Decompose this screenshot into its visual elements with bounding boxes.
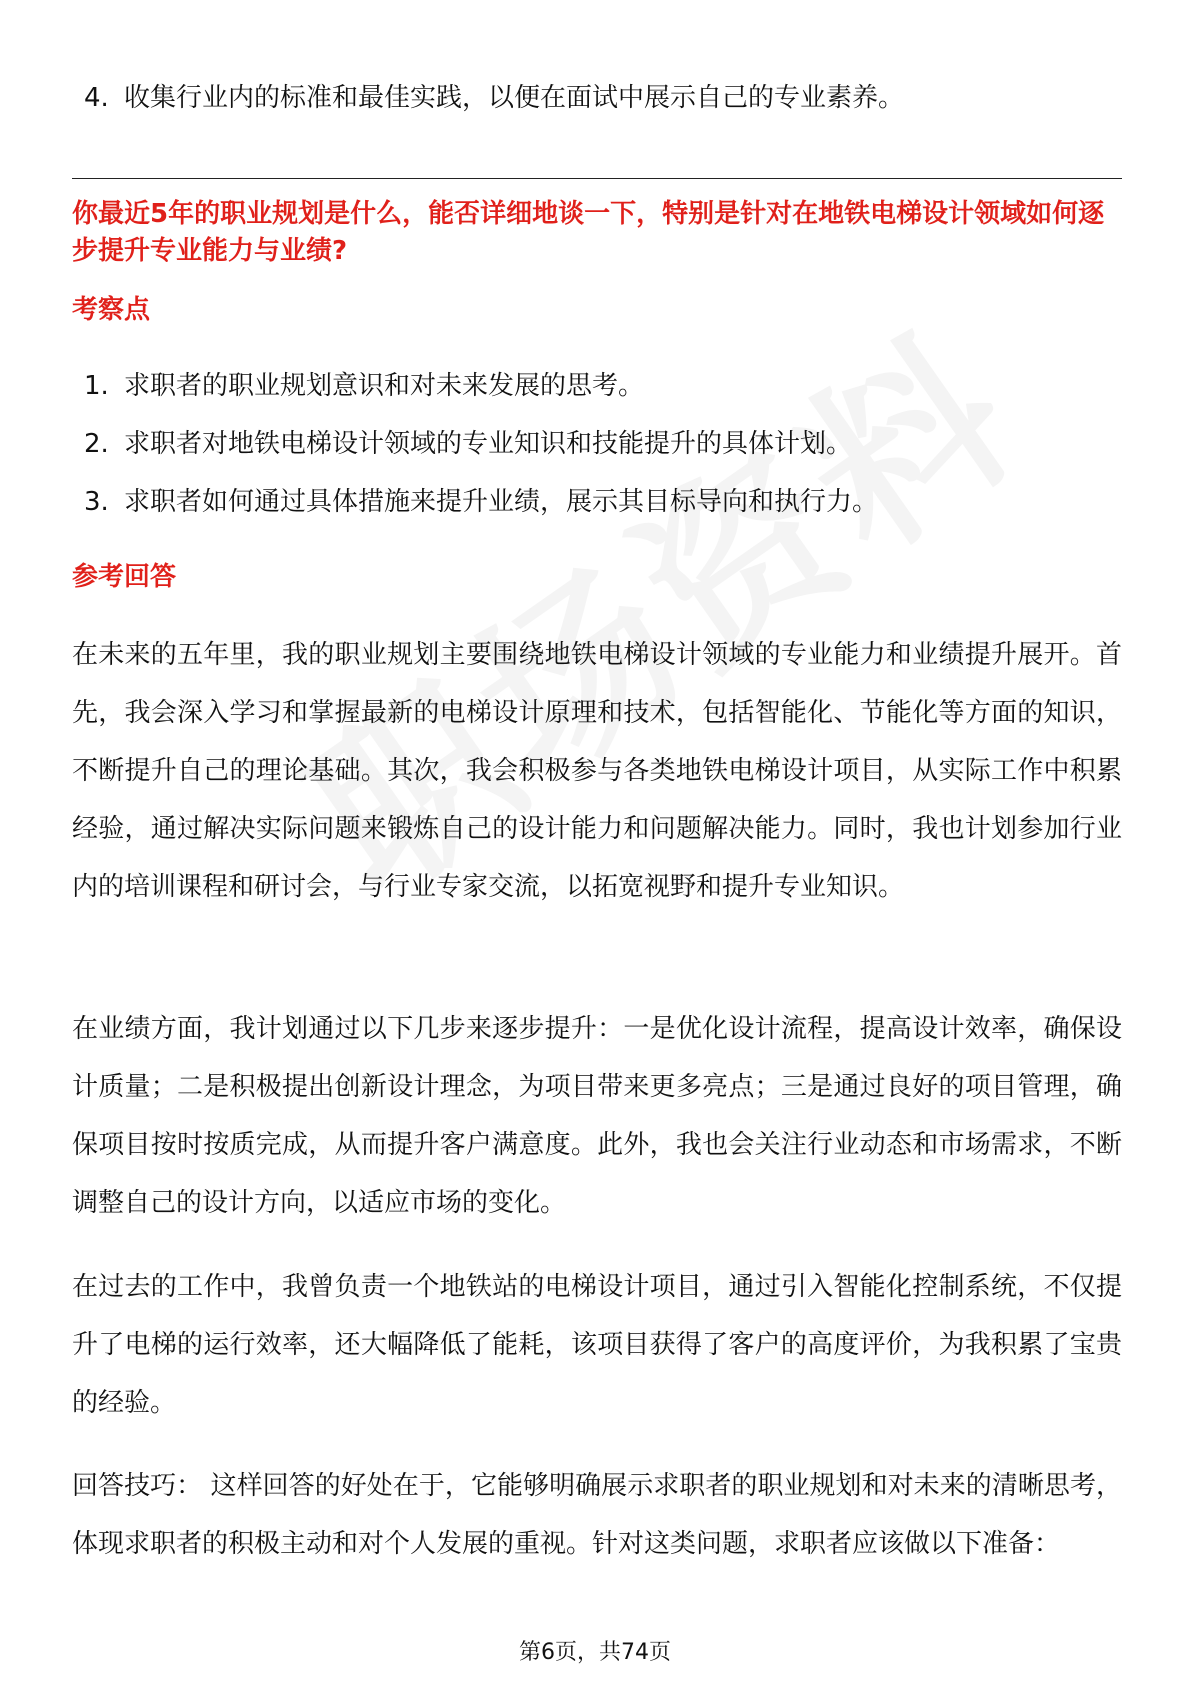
tips-paragraph: 回答技巧： 这样回答的好处在于，它能够明确展示求职者的职业规划和对未来的清晰思考，体现求职者的积极主动和对个人发展的重视。针对这类问题，求职者应该做以下准备： <box>72 1471 1122 1559</box>
points-list <box>84 366 878 540</box>
question-heading: 你最近5年的职业规划是什么，能否详细地谈一下，特别是针对在地铁电梯设计领域如何逐步提升专业能力与业绩? <box>72 199 1105 266</box>
list-item-text: 求职者对地铁电梯设计领域的专业知识和技能提升的具体计划。 <box>124 429 853 459</box>
answer-paragraph: 在过去的工作中，我曾负责一个地铁站的电梯设计项目，通过引入智能化控制系统，不仅提升了电梯的运行效率，还大幅降低了能耗，该项目获得了客户的高度评价，为我积累了宝贵的经验。 <box>72 1272 1122 1418</box>
section-divider <box>72 178 1122 179</box>
list-item <box>84 78 904 118</box>
answer-paragraph: 在未来的五年里，我的职业规划主要围绕地铁电梯设计领域的专业能力和业绩提升展开。首先，我会深入学习和掌握最新的电梯设计原理和技术，包括智能化、节能化等方面的知识，不断提升自己的理论基础。其次，我会积极参与各类地铁电梯设计项目，从实际工作中积累经验，通过解决实际问题来锻炼自己的设计能力和问题解决能力。同时，我也计划参加行业内的培训课程和研讨会，与行业专家交流，以拓宽视野和提升专业知识。 <box>72 640 1122 902</box>
list-item-number: 2. <box>84 429 109 459</box>
list-item <box>84 424 878 482</box>
section-label-points: 考察点 <box>72 295 151 325</box>
list-item <box>84 482 878 540</box>
list-item-number: 1. <box>84 371 109 401</box>
page-number-footer: 第6页，共74页 <box>519 1640 671 1665</box>
list-item-number: 4. <box>84 83 109 113</box>
section-label-answer: 参考回答 <box>72 562 177 592</box>
list-item-text: 收集行业内的标准和最佳实践，以便在面试中展示自己的专业素养。 <box>124 83 905 113</box>
list-item <box>84 366 878 424</box>
list-item-text: 求职者如何通过具体措施来提升业绩，展示其目标导向和执行力。 <box>124 487 879 517</box>
list-item-text: 求职者的职业规划意识和对未来发展的思考。 <box>124 371 645 401</box>
answer-paragraph: 在业绩方面，我计划通过以下几步来逐步提升：一是优化设计流程，提高设计效率，确保设计质量；二是积极提出创新设计理念，为项目带来更多亮点；三是通过良好的项目管理，确保项目按时按质完成，从而提升客户满意度。此外，我也会关注行业动态和市场需求，不断调整自己的设计方向，以适应市场的变化。 <box>72 1014 1122 1218</box>
list-item-number: 3. <box>84 487 109 517</box>
